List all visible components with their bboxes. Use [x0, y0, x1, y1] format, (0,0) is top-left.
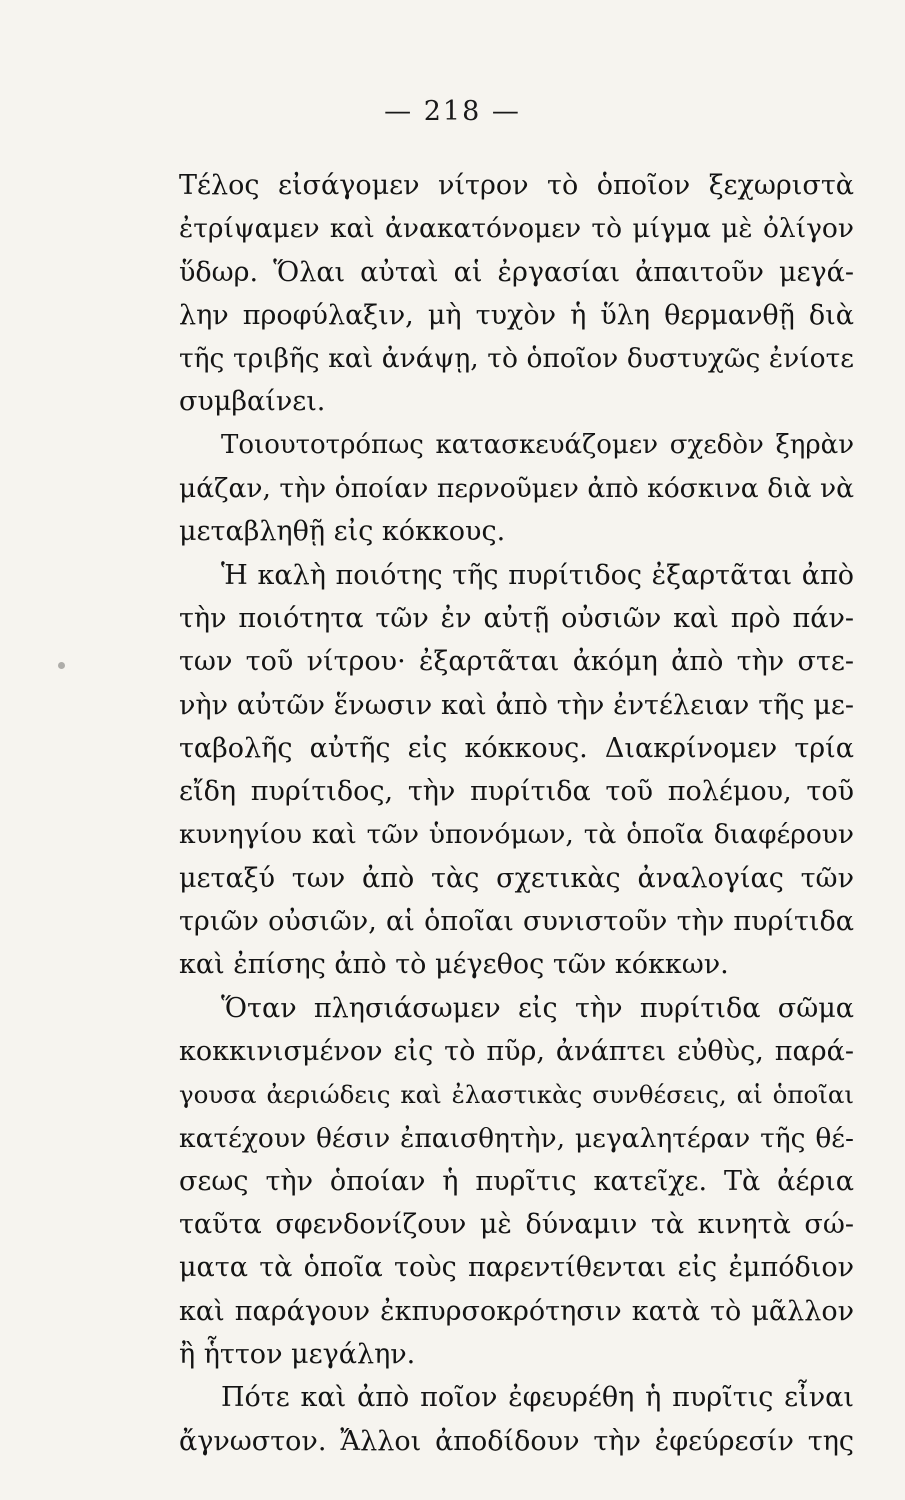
page-number: — 218 — [384, 96, 521, 127]
scan-speck [58, 662, 65, 669]
page-text [179, 164, 854, 1463]
text-line: μάζαν, τὴν ὁποίαν περνοῦμεν ἀπὸ κόσκινα διὰ νὰ [179, 473, 854, 505]
text-line: γουσα ἀεριώδεις καὶ ἐλαστικὰς συνθέσεις, αἱ ὁποῖαι [179, 1080, 854, 1110]
text-line: εἴδη πυρίτιδος, τὴν πυρίτιδα τοῦ πολέμου, τοῦ [179, 776, 854, 808]
text-line: Πότε καὶ ἀπὸ ποῖον ἐφευρέθη ἡ πυρῖτις εἶναι [221, 1382, 854, 1414]
text-line: σεως τὴν ὁποίαν ἡ πυρῖτις κατεῖχε. Τὰ ἀέρια [179, 1165, 854, 1197]
text-line: ταῦτα σφενδονίζουν μὲ δύναμιν τὰ κινητὰ σώ- [179, 1209, 854, 1241]
text-line: μεταξύ των ἀπὸ τὰς σχετικὰς ἀναλογίας τῶν [179, 862, 854, 894]
text-line: ματα τὰ ὁποῖα τοὺς παρεντίθενται εἰς ἐμπόδιον [179, 1252, 854, 1284]
text-line: καὶ ἐπίσης ἀπὸ τὸ μέγεθος τῶν κόκκων. [179, 949, 729, 981]
text-line: κοκκινισμένον εἰς τὸ πῦρ, ἀνάπτει εὐθὺς, παρά- [179, 1035, 854, 1067]
text-line: καὶ παράγουν ἐκπυρσοκρότησιν κατὰ τὸ μᾶλλον [179, 1295, 854, 1327]
text-line: Ἡ καλὴ ποιότης τῆς πυρίτιδος ἐξαρτᾶται ἀπὸ [221, 559, 854, 591]
text-line: ἐτρίψαμεν καὶ ἀνακατόνομεν τὸ μίγμα μὲ ὀλίγον [179, 213, 854, 245]
text-line: ταβολῆς αὐτῆς εἰς κόκκους. Διακρίνομεν τρία [179, 732, 854, 764]
text-line: ἢ ἧττον μεγάλην. [179, 1339, 416, 1371]
text-line: των τοῦ νίτρου· ἐξαρτᾶται ἀκόμη ἀπὸ τὴν στε- [179, 646, 854, 678]
text-line: Τέλος εἰσάγομεν νίτρον τὸ ὁποῖον ξεχωριστὰ [179, 170, 854, 201]
text-line: νὴν αὐτῶν ἕνωσιν καὶ ἀπὸ τὴν ἐντέλειαν τῆς με- [179, 689, 854, 721]
text-line: Τοιουτοτρόπως κατασκευάζομεν σχεδὸν ξηρὰν [221, 429, 854, 460]
text-line: Ὅταν πλησιάσωμεν εἰς τὴν πυρίτιδα σῶμα [221, 992, 854, 1024]
text-line: ἄγνωστον. Ἄλλοι ἀποδίδουν τὴν ἐφεύρεσίν της [179, 1425, 854, 1457]
text-line: κυνηγίου καὶ τῶν ὑπονόμων, τὰ ὁποῖα διαφέρουν [179, 819, 854, 851]
text-line: κατέχουν θέσιν ἐπαισθητὴν, μεγαλητέραν τῆς θέ- [179, 1122, 854, 1154]
text-line: τὴν ποιότητα τῶν ἐν αὐτῇ οὐσιῶν καὶ πρὸ πάν- [179, 602, 854, 634]
text-line: τριῶν οὐσιῶν, αἱ ὁποῖαι συνιστοῦν τὴν πυρίτιδα [179, 906, 854, 938]
text-line: συμβαίνει. [179, 386, 326, 418]
text-line: μεταβληθῇ εἰς κόκκους. [179, 516, 506, 548]
text-line: τῆς τριβῆς καὶ ἀνάψῃ, τὸ ὁποῖον δυστυχῶς ἐνίοτε [179, 343, 854, 375]
text-line: λην προφύλαξιν, μὴ τυχὸν ἡ ὕλη θερμανθῇ διὰ [179, 299, 854, 331]
text-line: ὕδωρ. Ὅλαι αὐταὶ αἱ ἐργασίαι ἀπαιτοῦν μεγά- [179, 256, 854, 288]
